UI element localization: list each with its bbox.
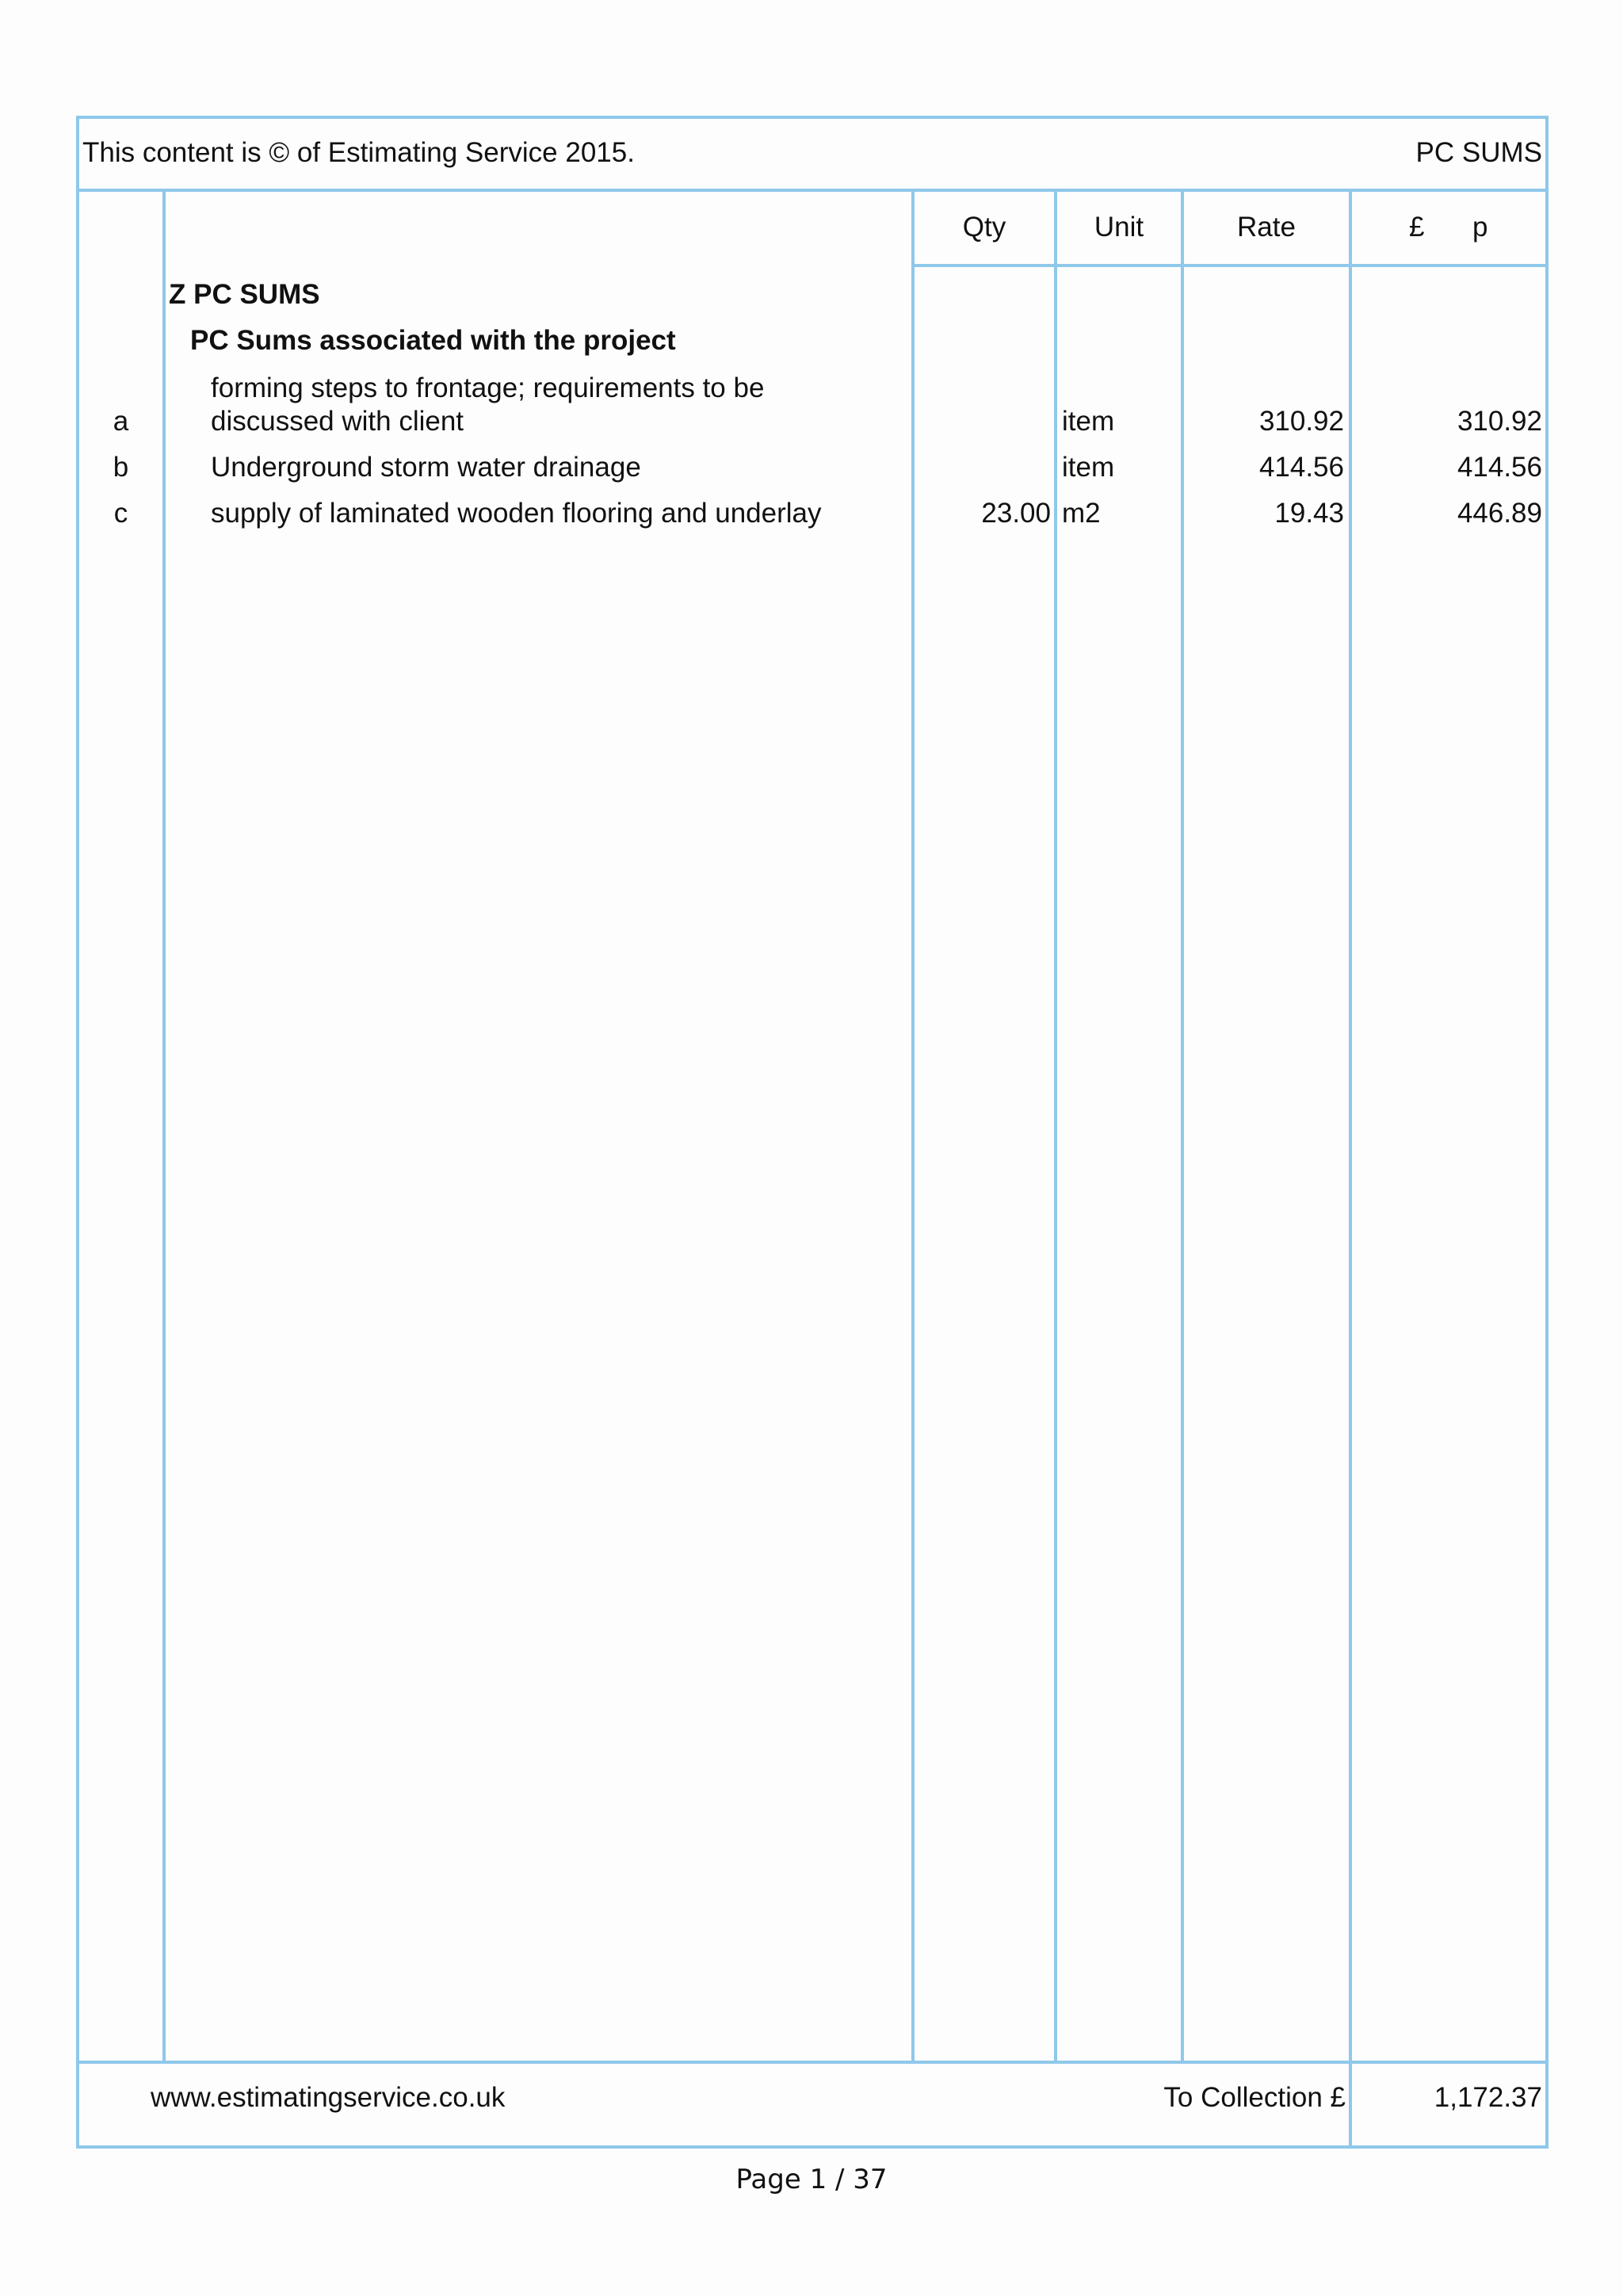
item-description: forming steps to frontage; requirements to be: [211, 372, 765, 403]
item-rate: 414.56: [1258, 452, 1344, 483]
page-indicator: Page 1 / 37: [735, 2164, 888, 2195]
item-unit: item: [1062, 406, 1115, 437]
website-link[interactable]: www.estimatingservice.co.uk: [151, 2082, 506, 2113]
collection-label: To Collection £: [1163, 2082, 1346, 2113]
collection-total: 1,172.37: [1434, 2082, 1542, 2113]
footer-divider: [76, 2061, 1549, 2064]
column-header-divider: [911, 264, 1549, 267]
item-qty: 23.00: [981, 498, 1051, 529]
pence-column-header: p: [1472, 212, 1488, 243]
ref-column-divider: [162, 189, 166, 2064]
item-description: Underground storm water drainage: [211, 452, 641, 483]
qty-column-divider: [1054, 189, 1057, 2064]
item-description-continued: discussed with client: [211, 406, 464, 437]
item-unit: item: [1062, 452, 1115, 483]
copyright-notice: This content is © of Estimating Service 2015.: [82, 137, 635, 168]
qty-column-header: Qty: [962, 212, 1006, 243]
header-divider: [76, 189, 1549, 192]
item-rate: 19.43: [1274, 498, 1344, 529]
item-rate: 310.92: [1258, 406, 1344, 437]
section-subheading: PC Sums associated with the project: [190, 325, 676, 356]
pounds-column-header: £: [1409, 212, 1425, 243]
description-column-divider: [911, 189, 915, 2064]
item-ref: a: [113, 406, 129, 437]
item-description: supply of laminated wooden flooring and underlay: [211, 498, 822, 529]
section-heading: Z PC SUMS: [169, 279, 320, 310]
item-amount: 414.56: [1457, 452, 1542, 483]
item-unit: m2: [1062, 498, 1101, 529]
item-amount: 446.89: [1457, 498, 1542, 529]
rate-column-header: Rate: [1237, 212, 1296, 243]
item-ref: b: [113, 452, 129, 483]
item-ref: c: [113, 498, 128, 529]
section-title: PC SUMS: [1415, 137, 1542, 168]
item-amount: 310.92: [1457, 406, 1542, 437]
unit-column-header: Unit: [1094, 212, 1144, 243]
